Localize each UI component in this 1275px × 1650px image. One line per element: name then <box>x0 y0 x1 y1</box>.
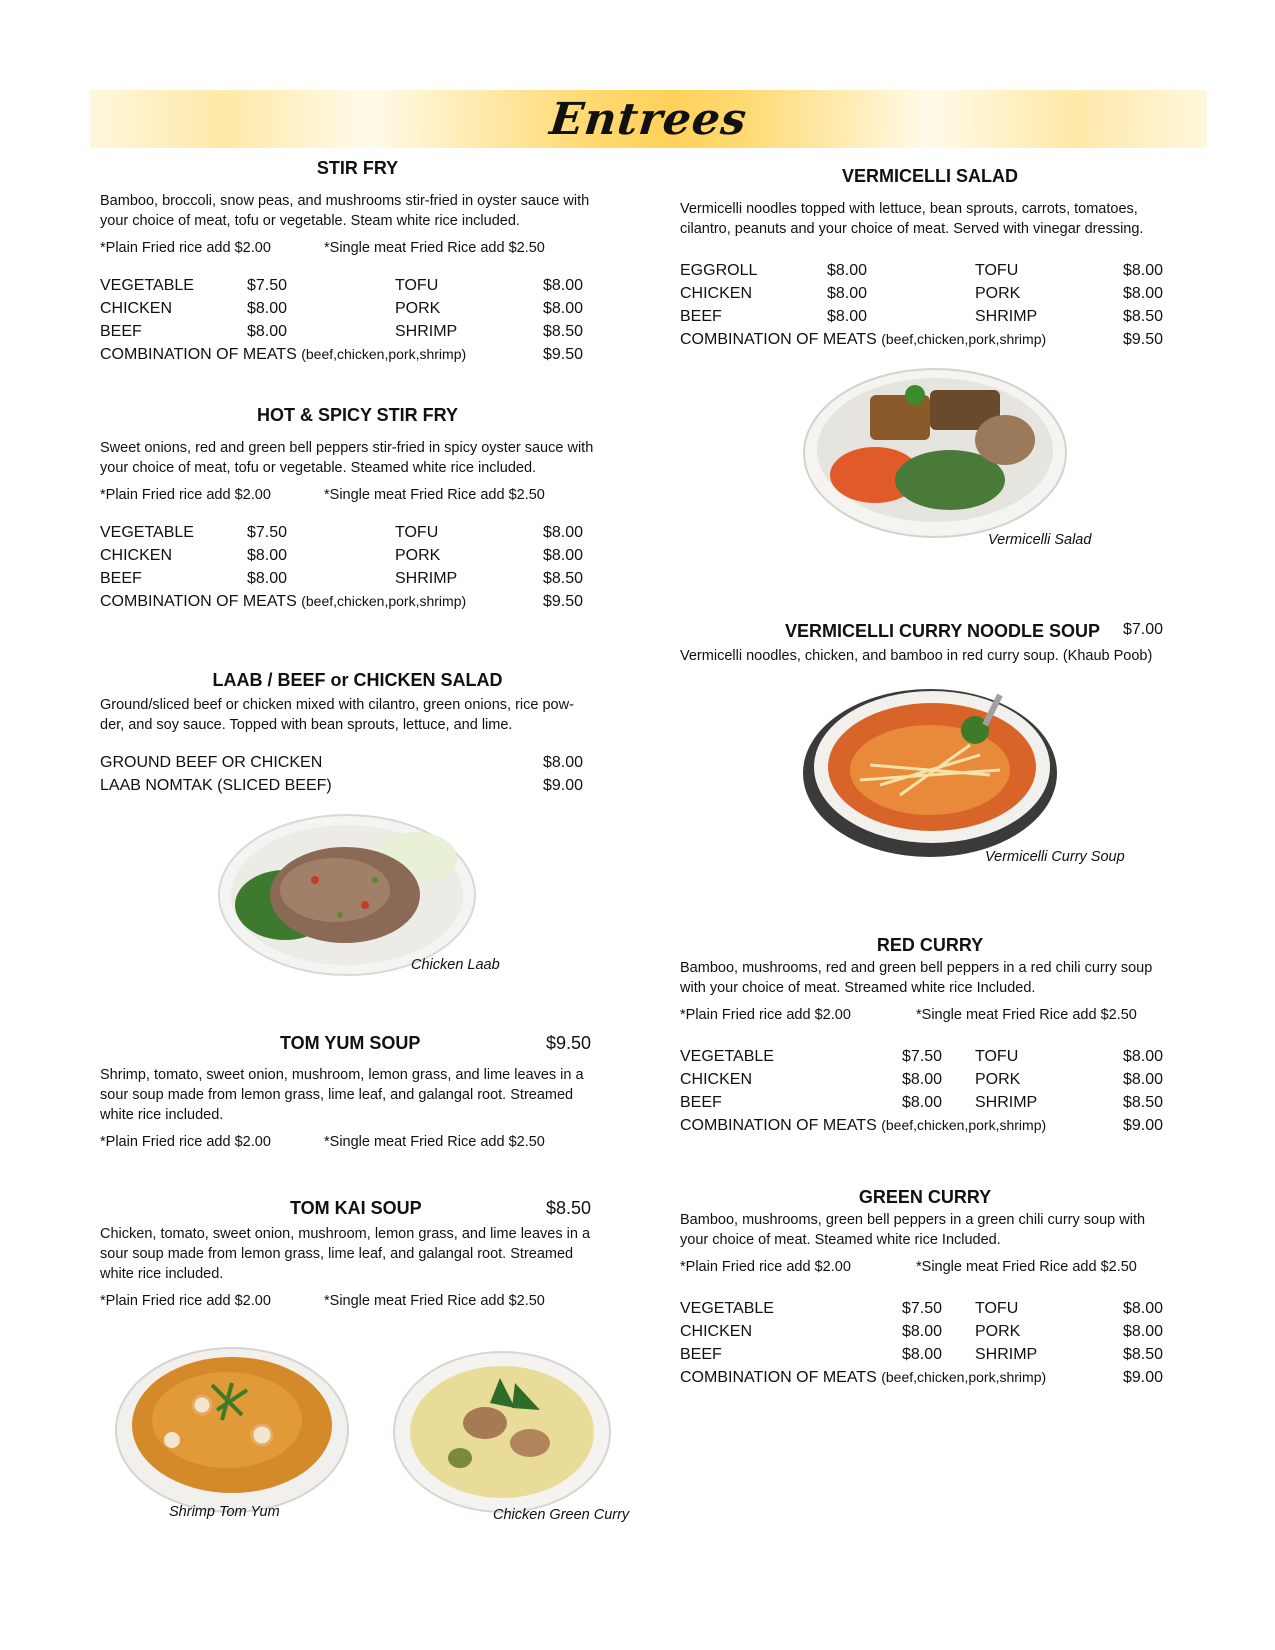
vermicelli-salad-title: VERMICELLI SALAD <box>841 166 1018 186</box>
item-price: $7.50 <box>902 1300 943 1317</box>
green-curry-price-table <box>680 1297 1200 1389</box>
item-price: $8.00 <box>827 262 868 279</box>
item-price: $8.00 <box>827 285 868 302</box>
combo-label-group <box>680 328 1046 351</box>
item-name: CHICKEN <box>100 300 173 317</box>
combo-price: $9.50 <box>543 346 584 363</box>
item-name: VEGETABLE <box>100 277 194 294</box>
tom-yum-notes <box>100 1134 620 1150</box>
item-name: CHICKEN <box>680 1323 753 1340</box>
price-row <box>100 751 620 774</box>
item-name: SHRIMP <box>975 1094 1038 1111</box>
tom-kai-title: TOM KAI SOUP <box>290 1198 422 1218</box>
vermicelli-soup-section <box>680 621 1200 666</box>
vermicelli-curry-soup-caption: Vermicelli Curry Soup <box>985 849 1125 865</box>
single-meat-note: *Single meat Fried Rice add $2.50 <box>324 240 545 256</box>
combo-label: COMBINATION OF MEATS <box>100 346 297 363</box>
item-price: $8.00 <box>902 1094 943 1111</box>
item-price: $9.00 <box>543 777 584 794</box>
tom-yum-price: $9.50 <box>546 1033 592 1053</box>
price-row <box>100 320 620 343</box>
item-price: $8.00 <box>1123 1323 1164 1340</box>
item-name: EGGROLL <box>680 262 758 279</box>
price-row <box>100 544 620 567</box>
item-price: $8.00 <box>543 547 584 564</box>
item-price: $8.50 <box>543 570 584 587</box>
combo-detail: (beef,chicken,pork,shrimp) <box>301 346 467 362</box>
plain-rice-note: *Plain Fried rice add $2.00 <box>680 1007 851 1023</box>
item-price: $8.00 <box>247 323 288 340</box>
vermicelli-soup-title: VERMICELLI CURRY NOODLE SOUP <box>785 621 1101 641</box>
combo-label: COMBINATION OF MEATS <box>680 1369 877 1386</box>
header-banner <box>90 90 1207 148</box>
item-name: BEEF <box>680 1346 722 1363</box>
item-name: BEEF <box>100 323 142 340</box>
chicken-green-curry-caption: Chicken Green Curry <box>493 1507 630 1523</box>
item-price: $8.00 <box>1123 1048 1164 1065</box>
tom-kai-section <box>100 1198 620 1309</box>
combo-row <box>680 1366 1200 1389</box>
combo-detail: (beef,chicken,pork,shrimp) <box>881 331 1047 347</box>
plain-rice-note: *Plain Fried rice add $2.00 <box>100 240 271 256</box>
combo-price: $9.00 <box>1123 1117 1164 1134</box>
red-curry-notes <box>680 1007 1200 1023</box>
item-name: PORK <box>395 547 441 564</box>
combo-label-group <box>100 590 466 613</box>
green-curry-description: Bamboo, mushrooms, green bell peppers in a green chili curry soup with your choice of meat. Steamed white rice Included. <box>680 1212 1146 1248</box>
combo-label: COMBINATION OF MEATS <box>680 331 877 348</box>
item-name: PORK <box>975 1323 1021 1340</box>
item-price: $8.00 <box>247 300 288 317</box>
item-name: VEGETABLE <box>680 1048 774 1065</box>
item-name: PORK <box>395 300 441 317</box>
combo-label: COMBINATION OF MEATS <box>680 1117 877 1134</box>
vermicelli-soup-description: Vermicelli noodles, chicken, and bamboo in red curry soup. (Khaub Poob) <box>680 648 1153 664</box>
item-price: $8.00 <box>1123 285 1164 302</box>
red-curry-price-table <box>680 1045 1200 1137</box>
combo-row <box>680 1114 1200 1137</box>
item-name: SHRIMP <box>975 308 1038 325</box>
item-name: BEEF <box>100 570 142 587</box>
vermicelli-salad-caption: Vermicelli Salad <box>988 532 1092 548</box>
tom-kai-title-line <box>100 1198 620 1222</box>
item-price: $7.50 <box>247 277 288 294</box>
price-row <box>100 297 620 320</box>
item-name: BEEF <box>680 1094 722 1111</box>
tom-yum-section <box>100 1033 620 1150</box>
single-meat-note: *Single meat Fried Rice add $2.50 <box>324 1293 545 1309</box>
green-curry-title: GREEN CURRY <box>858 1187 992 1207</box>
item-price: $8.00 <box>1123 262 1164 279</box>
shrimp-tom-yum-photo <box>112 1345 352 1515</box>
stir-fry-description: Bamboo, broccoli, snow peas, and mushrooms stir-fried in oyster sauce with your choice of meat, tofu or vegetable. Steam white rice included. <box>100 193 590 229</box>
price-row <box>680 282 1180 305</box>
price-row <box>680 1068 1200 1091</box>
combo-label-group <box>100 343 466 366</box>
item-price: $7.50 <box>247 524 288 541</box>
price-row <box>680 1045 1200 1068</box>
item-price: $8.00 <box>543 300 584 317</box>
item-name: GROUND BEEF OR CHICKEN <box>100 754 323 771</box>
single-meat-note: *Single meat Fried Rice add $2.50 <box>916 1007 1137 1023</box>
tom-kai-notes <box>100 1293 620 1309</box>
chicken-green-curry-photo <box>390 1348 615 1516</box>
item-price: $8.00 <box>543 524 584 541</box>
combo-row <box>680 328 1180 351</box>
stir-fry-title: STIR FRY <box>316 158 399 178</box>
item-name: PORK <box>975 285 1021 302</box>
combo-price: $9.50 <box>543 593 584 610</box>
item-price: $8.00 <box>543 277 584 294</box>
tom-yum-title-line <box>100 1033 620 1057</box>
item-price: $8.00 <box>902 1346 943 1363</box>
combo-label-group <box>680 1114 1046 1137</box>
item-name: CHICKEN <box>680 1071 753 1088</box>
item-price: $8.00 <box>247 570 288 587</box>
vermicelli-salad-section <box>680 166 1180 351</box>
item-price: $8.50 <box>543 323 584 340</box>
price-row <box>680 305 1180 328</box>
red-curry-section <box>680 935 1200 1137</box>
item-price: $7.50 <box>902 1048 943 1065</box>
price-row <box>100 567 620 590</box>
combo-detail: (beef,chicken,pork,shrimp) <box>881 1117 1047 1133</box>
shrimp-tom-yum-caption: Shrimp Tom Yum <box>169 1504 280 1520</box>
combo-detail: (beef,chicken,pork,shrimp) <box>301 593 467 609</box>
hot-spicy-section <box>100 405 620 613</box>
vermicelli-salad-price-table <box>680 259 1180 351</box>
item-name: TOFU <box>395 277 439 294</box>
vermicelli-curry-soup-photo <box>800 685 1065 860</box>
chicken-laab-caption: Chicken Laab <box>411 957 500 973</box>
plain-rice-note: *Plain Fried rice add $2.00 <box>100 1293 271 1309</box>
item-price: $8.50 <box>1123 1346 1164 1363</box>
item-name: LAAB NOMTAK (SLICED BEEF) <box>100 777 332 794</box>
item-name: PORK <box>975 1071 1021 1088</box>
laab-description: Ground/sliced beef or chicken mixed with cilantro, green onions, rice pow-der, and soy sauce. Topped with bean sprouts, lettuce, and lime. <box>100 697 574 733</box>
combo-detail: (beef,chicken,pork,shrimp) <box>881 1369 1047 1385</box>
hot-spicy-notes <box>100 487 620 503</box>
plain-rice-note: *Plain Fried rice add $2.00 <box>680 1259 851 1275</box>
item-name: SHRIMP <box>395 323 458 340</box>
green-curry-section <box>680 1187 1200 1389</box>
tom-kai-price: $8.50 <box>546 1198 592 1218</box>
red-curry-title: RED CURRY <box>876 935 984 955</box>
item-name: TOFU <box>975 1048 1019 1065</box>
tom-yum-title: TOM YUM SOUP <box>280 1033 421 1053</box>
combo-label-group <box>680 1366 1046 1389</box>
combo-row <box>100 343 620 366</box>
price-row <box>680 1091 1200 1114</box>
laab-title: LAAB / BEEF or CHICKEN SALAD <box>212 670 503 690</box>
single-meat-note: *Single meat Fried Rice add $2.50 <box>916 1259 1137 1275</box>
vermicelli-soup-title-line <box>680 621 1200 645</box>
red-curry-description: Bamboo, mushrooms, red and green bell peppers in a red chili curry soup with your choice of meat. Streamed white rice Included. <box>680 960 1153 996</box>
vermicelli-salad-description: Vermicelli noodles topped with lettuce, bean sprouts, carrots, tomatoes, cilantro, peanuts and your choice of meat. Served with vinegar dressing. <box>680 201 1144 237</box>
hot-spicy-description: Sweet onions, red and green bell peppers stir-fried in spicy oyster sauce with your choice of meat, tofu or vegetable. Steamed white rice included. <box>100 440 594 476</box>
item-price: $8.00 <box>827 308 868 325</box>
tom-kai-description: Chicken, tomato, sweet onion, mushroom, lemon grass, and lime leaves in a sour soup made from lemon grass, lime leaf, and galangal root. Streamed white rice included. <box>100 1226 591 1282</box>
item-price: $8.50 <box>1123 1094 1164 1111</box>
price-row <box>100 521 620 544</box>
item-name: SHRIMP <box>395 570 458 587</box>
tom-yum-description: Shrimp, tomato, sweet onion, mushroom, lemon grass, and lime leaves in a sour soup made from lemon grass, lime leaf, and galangal root. Streamed white rice included. <box>100 1067 584 1123</box>
item-name: BEEF <box>680 308 722 325</box>
hot-spicy-title: HOT & SPICY STIR FRY <box>256 405 459 425</box>
item-price: $8.00 <box>247 547 288 564</box>
item-name: TOFU <box>395 524 439 541</box>
item-name: TOFU <box>975 1300 1019 1317</box>
laab-section <box>100 670 620 797</box>
item-price: $8.00 <box>543 754 584 771</box>
item-price: $8.00 <box>902 1323 943 1340</box>
combo-label: COMBINATION OF MEATS <box>100 593 297 610</box>
combo-price: $9.00 <box>1123 1369 1164 1386</box>
vermicelli-soup-price: $7.00 <box>1123 621 1164 638</box>
item-price: $8.50 <box>1123 308 1164 325</box>
item-name: CHICKEN <box>100 547 173 564</box>
item-name: VEGETABLE <box>100 524 194 541</box>
single-meat-note: *Single meat Fried Rice add $2.50 <box>324 487 545 503</box>
plain-rice-note: *Plain Fried rice add $2.00 <box>100 1134 271 1150</box>
page-title: Entrees <box>547 93 750 145</box>
laab-price-table <box>100 751 620 797</box>
combo-price: $9.50 <box>1123 331 1164 348</box>
item-price: $8.00 <box>1123 1071 1164 1088</box>
price-row <box>680 1343 1200 1366</box>
vermicelli-salad-photo <box>800 365 1070 540</box>
price-row <box>100 274 620 297</box>
single-meat-note: *Single meat Fried Rice add $2.50 <box>324 1134 545 1150</box>
price-row <box>100 774 620 797</box>
green-curry-notes <box>680 1259 1200 1275</box>
stir-fry-price-table <box>100 274 620 366</box>
hot-spicy-price-table <box>100 521 620 613</box>
item-price: $8.00 <box>1123 1300 1164 1317</box>
stir-fry-section <box>100 158 620 366</box>
price-row <box>680 1297 1200 1320</box>
item-name: TOFU <box>975 262 1019 279</box>
price-row <box>680 259 1180 282</box>
item-name: VEGETABLE <box>680 1300 774 1317</box>
stir-fry-notes <box>100 240 620 256</box>
price-row <box>680 1320 1200 1343</box>
chicken-laab-photo <box>215 810 480 980</box>
combo-row <box>100 590 620 613</box>
item-name: CHICKEN <box>680 285 753 302</box>
item-name: SHRIMP <box>975 1346 1038 1363</box>
item-price: $8.00 <box>902 1071 943 1088</box>
plain-rice-note: *Plain Fried rice add $2.00 <box>100 487 271 503</box>
